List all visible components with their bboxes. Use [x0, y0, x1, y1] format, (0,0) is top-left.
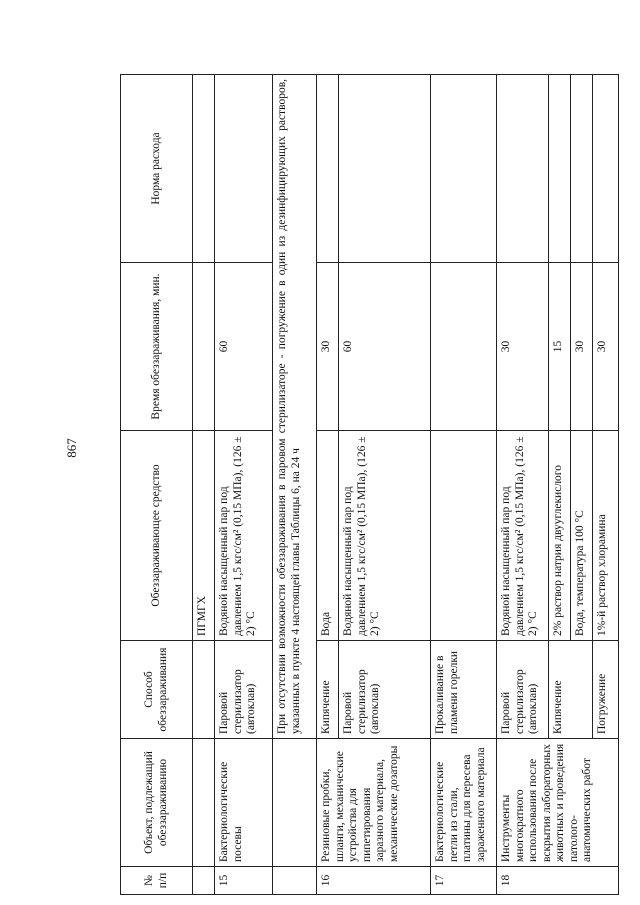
header-agent: Обеззараживающее средство — [121, 431, 193, 641]
time-cell: 15 — [549, 263, 571, 431]
note-cell: При отсутствии возможности обеззараживания в паровом стерилизаторе - погружение в один из дезинфицирующих растворов, указанных в пункте 4 настоящей главы Таблицы 6, на 24 ч — [273, 75, 317, 739]
header-num: № п/п — [121, 867, 193, 895]
header-method: Способ обеззараживания — [121, 641, 193, 739]
method-cell: Паровой стерилизатор (автоклав) — [339, 641, 431, 739]
method-cell: Кипячение — [317, 641, 339, 739]
object-cell: Бактериологические посевы — [215, 739, 273, 867]
method-cell: Погружение — [593, 641, 619, 739]
num-cell: 15 — [215, 867, 273, 895]
table-row — [317, 75, 339, 895]
header-norm: Норма расхода — [121, 75, 193, 263]
method-cell: Паровой стерилизатор (автоклав) — [215, 641, 273, 739]
method-cell: Паровой стерилизатор (автоклав) — [497, 641, 549, 739]
num-cell: 18 — [497, 867, 619, 895]
method-cell: Кипячение — [549, 641, 593, 739]
object-cell: Бактериологические петли из стали, платины для пересева зараженного материала — [431, 739, 497, 867]
page-number: 867 — [63, 438, 79, 458]
object-cell: Инструменты многократного использования после вскрытия лабораторных животных и проведения патолого-анатомических работ — [497, 739, 619, 867]
method-cell: Прокаливание в пламени горелки — [431, 641, 497, 739]
disinfection-table — [120, 74, 619, 895]
time-cell: 30 — [317, 263, 339, 431]
agent-cell: ПГМГХ — [193, 431, 215, 641]
agent-cell: Вода — [317, 431, 339, 641]
rotated-table-wrapper — [120, 75, 620, 895]
time-cell: 30 — [571, 263, 593, 431]
time-cell: 30 — [593, 263, 619, 431]
time-cell: 60 — [215, 263, 273, 431]
agent-cell: Вода, температура 100 °С — [571, 431, 593, 641]
agent-cell: 1%-й раствор хлорамина — [593, 431, 619, 641]
header-time: Время обеззараживания, мин. — [121, 263, 193, 431]
header-row — [121, 75, 193, 895]
agent-cell: Водяной насыщенный пар под давлением 1,5 кгс/см² (0,15 МПа), (126 ± 2) °С — [215, 431, 273, 641]
num-cell: 17 — [431, 867, 497, 895]
table-row — [497, 75, 549, 895]
table-row — [273, 75, 317, 895]
agent-cell: Водяной насыщенный пар под давлением 1,5 кгс/см² (0,15 МПа), (126 ± 2) °С — [339, 431, 431, 641]
agent-cell: Водяной насыщенный пар под давлением 1,5 кгс/см² (0,15 МПа), (126 ± 2) °С — [497, 431, 549, 641]
table-row — [193, 75, 215, 895]
table-row — [215, 75, 273, 895]
time-cell: 60 — [339, 263, 431, 431]
table-row — [431, 75, 497, 895]
num-cell: 16 — [317, 867, 431, 895]
agent-cell: 2% раствор натрия двууглекислого — [549, 431, 571, 641]
object-cell: Резиновые пробки, шланги, механические устройства для пипетирования заразного материала, механические дозаторы — [317, 739, 431, 867]
time-cell: 30 — [497, 263, 549, 431]
header-object: Объект, подлежащий обеззараживанию — [121, 739, 193, 867]
